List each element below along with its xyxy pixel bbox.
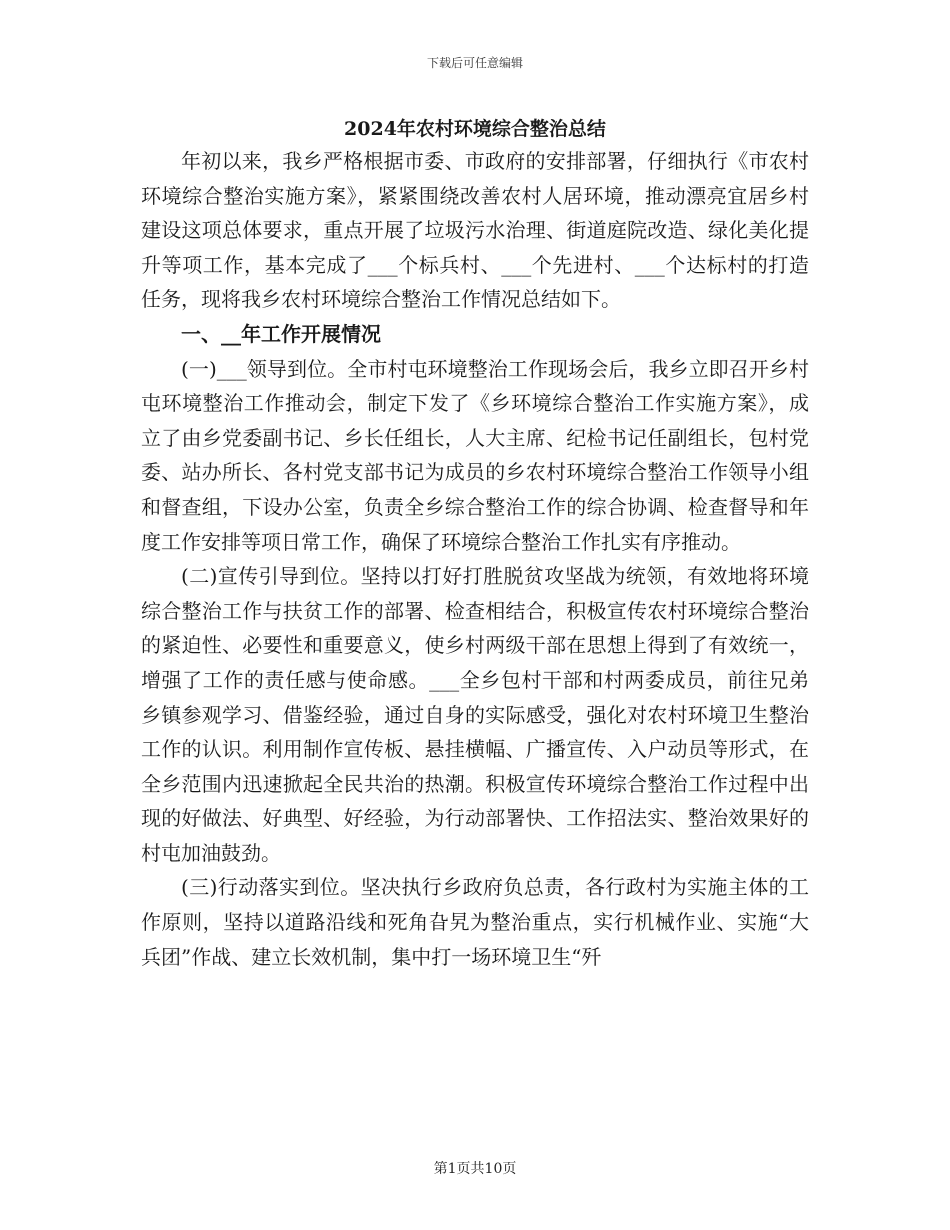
paragraph-publicity: (二)宣传引导到位。坚持以打好打胜脱贫攻坚战为统领，有效地将环境综合整治工作与扶贫工作的部署、检查相结合，积极宣传农村环境综合整治的紧迫性、必要性和重要意义，使乡村两级干部在思想上得到了有效统一，增强了工作的责任感与使命感。___全乡包村干部和村两委成员，前往兄弟乡镇参观学习、借鉴经验，通过自身的实际感受，强化对农村环境卫生整治工作的认识。利用制作宣传板、悬挂横幅、广播宣传、入户动员等形式，在全乡范围内迅速掀起全民共治的热潮。积极宣传环境综合整治工作过程中出现的好做法、好典型、好经验，为行动部署快、工作招法实、整治效果好的村屯加油鼓劲。 [141, 564, 809, 865]
page-footer: 第1页共10页 [433, 1161, 517, 1177]
paragraph-leadership: (一)___领导到位。全市村屯环境整治工作现场会后，我乡立即召开乡村屯环境整治工作推动会，制定下发了《乡环境综合整治工作实施方案》，成立了由乡党委副书记、乡长任组长，人大主席、纪检书记任副组长，包村党委、站办所长、各村党支部书记为成员的乡农村环境综合整治工作领导小组和督查组，下设办公室，负责全乡综合整治工作的综合协调、检查督导和年度工作安排等项日常工作，确保了环境综合整治工作扎实有序推动。 [141, 356, 809, 554]
section-heading: 一、__年工作开展情况 [181, 321, 381, 346]
paragraph-action: (三)行动落实到位。坚决执行乡政府负总责，各行政村为实施主体的工作原则，坚持以道路沿线和死角旮旯为整治重点，实行机械作业、实施“大兵团”作战、建立长效机制，集中打一场环境卫生“歼 [141, 875, 809, 969]
document-body [141, 144, 809, 974]
document-title: 2024年农村环境综合整治总结 [344, 118, 606, 140]
page-header-note: 下载后可任意编辑 [426, 56, 523, 70]
intro-paragraph: 年初以来，我乡严格根据市委、市政府的安排部署，仔细执行《市农村环境综合整治实施方案》，紧紧围绕改善农村人居环境，推动漂亮宜居乡村建设这项总体要求，重点开展了垃圾污水治理、街道庭院改造、绿化美化提升等项工作，基本完成了___个标兵村、___个先进村、___个达标村的打造任务，现将我乡农村环境综合整治工作情况总结如下。 [141, 149, 809, 312]
